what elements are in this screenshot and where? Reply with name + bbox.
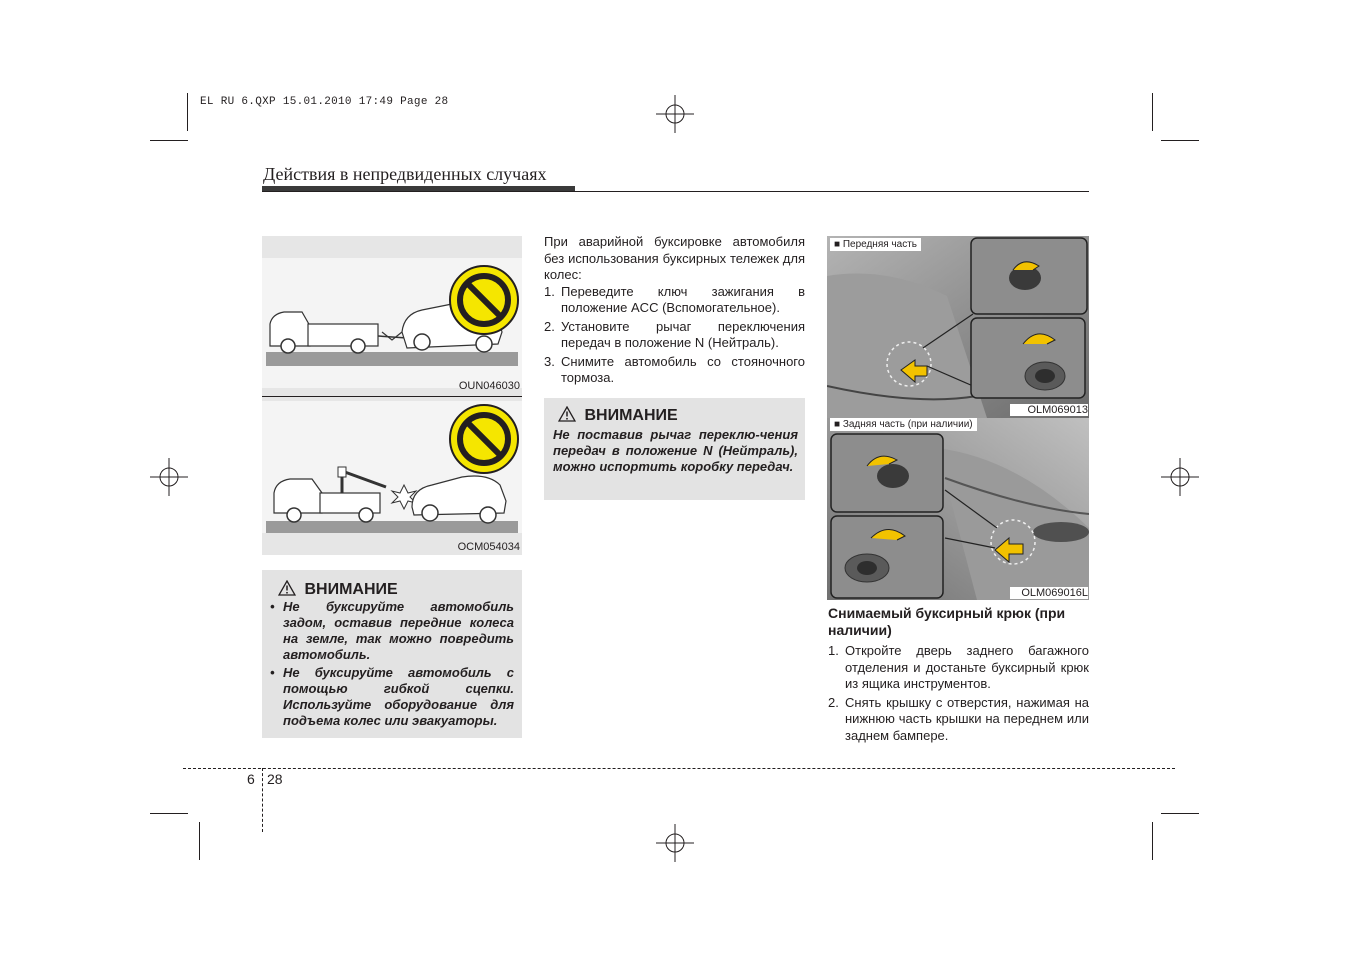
prohibited-icon xyxy=(446,262,522,338)
crop-mark xyxy=(1152,822,1153,860)
figure-wheel-lift-towing xyxy=(262,396,522,555)
crop-mark xyxy=(1161,813,1199,814)
crop-mark xyxy=(150,140,188,141)
step-item: 3. Снимите автомобиль со стояночного тормоза. xyxy=(544,353,805,385)
chapter-number: 6 xyxy=(247,771,255,787)
registration-mark-icon xyxy=(656,95,694,133)
warning-item-text: Не буксируйте автомобиль с помощью гибкой сцепки. Используйте оборудование для подъема колес или эвакуаторы. xyxy=(283,665,514,728)
front-bumper-photo xyxy=(827,236,1089,418)
warning-header xyxy=(558,406,678,425)
crop-mark xyxy=(150,813,188,814)
page-number: 28 xyxy=(267,771,283,787)
step-item: 1. Откройте дверь заднего багажного отделения и достаньте буксирный крюк из ящика инструментов. xyxy=(828,643,1089,691)
warning-item xyxy=(270,599,514,663)
crop-mark xyxy=(187,93,188,131)
step-item: 2. Снять крышку с отверстия, нажимая на нижнюю часть крышки на переднем или заднем бампере. xyxy=(828,694,1089,743)
figure-code: OLM069016L xyxy=(1010,587,1088,599)
page-title: Действия в непредвиденных случаях xyxy=(263,164,547,184)
rear-bumper-photo xyxy=(827,418,1089,600)
prohibited-icon xyxy=(446,401,522,477)
warning-box-gear xyxy=(544,398,805,500)
step-item: 2. Установите рычаг переключения передач в положение N (Нейтраль). xyxy=(544,318,805,350)
bullet: • xyxy=(270,665,275,680)
figure-label: ■ Передняя часть xyxy=(830,238,921,251)
warning-header xyxy=(278,580,398,599)
warning-list xyxy=(270,599,514,729)
step-text: Снимите автомобиль со стояночного тормоза. xyxy=(561,353,805,385)
warning-text: Не поставив рычаг переклю-чения передач в положение N (Нейтраль), можно испортить коробку передач. xyxy=(553,427,798,474)
step-item: 1. Переведите ключ зажигания в положение ACC (Вспомогательное). xyxy=(544,283,805,315)
print-slug: EL RU 6.QXP 15.01.2010 17:49 Page 28 xyxy=(200,96,449,108)
footer-divider xyxy=(262,768,263,832)
warning-triangle-icon xyxy=(558,406,576,422)
registration-mark-icon xyxy=(656,824,694,862)
figure-code: OCM054034 xyxy=(457,541,520,553)
towing-instructions xyxy=(544,234,805,389)
step-text: Переведите ключ зажигания в положение ACC (Вспомогательное). xyxy=(561,283,805,315)
figure-front-bumper xyxy=(827,236,1089,418)
warning-title: ВНИМАНИЕ xyxy=(304,581,398,598)
section-title: Снимаемый буксирный крюк (при наличии) xyxy=(828,605,1066,638)
registration-mark-icon xyxy=(150,458,188,496)
warning-item-text: Не буксируйте автомобиль задом, оставив передние колеса на земле, так можно повредить автомобиль. xyxy=(283,599,514,662)
footer-rule xyxy=(183,768,1175,769)
step-text: Откройте дверь заднего багажного отделения и достаньте буксирный крюк из ящика инструментов. xyxy=(845,643,1089,691)
bullet: • xyxy=(270,599,275,614)
step-text: Снять крышку с отверстия, нажимая на нижнюю часть крышки на переднем или заднем бампере. xyxy=(845,694,1089,743)
intro-text: При аварийной буксировке автомобиля без использования буксирных тележек для колес: xyxy=(544,234,805,282)
steps-list xyxy=(544,284,805,387)
crop-mark xyxy=(1152,93,1153,131)
figure-rear-bumper xyxy=(827,418,1089,600)
figure-label: ■ Задняя часть (при наличии) xyxy=(830,418,977,431)
figure-code: OUN046030 xyxy=(458,380,520,392)
tow-hook-instructions xyxy=(828,643,1089,746)
crop-mark xyxy=(1161,140,1199,141)
figure-code: OLM069013 xyxy=(1010,404,1088,416)
figure-flatbed-towing xyxy=(262,236,522,396)
warning-title: ВНИМАНИЕ xyxy=(584,407,678,424)
crop-mark xyxy=(199,822,200,860)
registration-mark-icon xyxy=(1161,458,1199,496)
warning-triangle-icon xyxy=(278,580,296,596)
steps-list xyxy=(828,643,1089,744)
step-text: Установите рычаг переключения передач в положение N (Нейтраль). xyxy=(561,318,805,350)
warning-item xyxy=(270,665,514,729)
header-rule xyxy=(262,191,1089,192)
warning-box-towing xyxy=(262,570,522,738)
